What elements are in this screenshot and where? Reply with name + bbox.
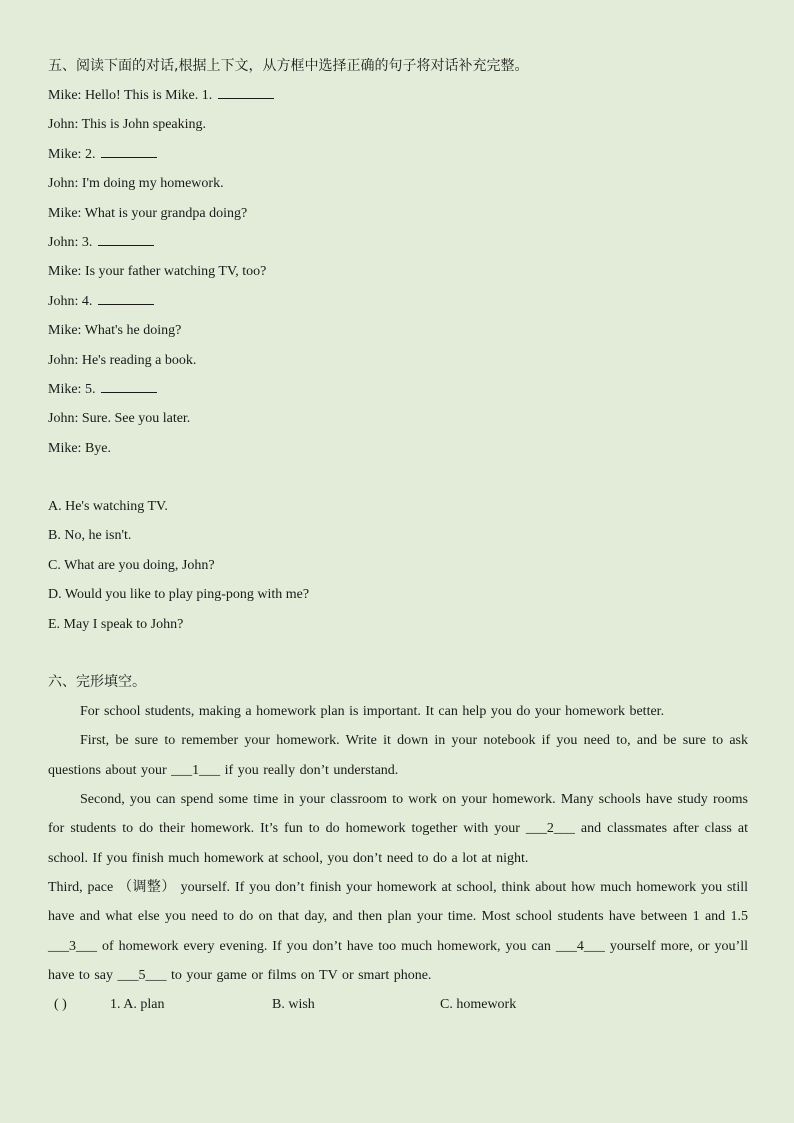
dialogue-line-7: Mike: Is your father watching TV, too? [48,264,267,280]
dialogue-line-9: Mike: What's he doing? [48,323,182,339]
dialogue-line-3: Mike: 2. [48,140,748,169]
question-1-option-a: 1. A. plan [110,997,165,1013]
dialogue-line-2: John: This is John speaking. [48,117,207,133]
section5-heading: 五、阅读下面的对话,根据上下文，从方框中选择正确的句子将对话补充完整。 [48,58,529,74]
section6-heading: 六、完形填空。 [48,674,146,691]
dialogue-line-13: Mike: Bye. [48,440,111,456]
dialogue-line-6: John: 3. [48,228,748,257]
dialogue-line-12: John: Sure. See you later. [48,411,191,427]
answer-blank-5[interactable] [101,379,157,393]
options-list [48,492,748,639]
dialogue-line-1: Mike: Hello! This is Mike. 1. [48,81,748,110]
dialogue-line-4: John: I'm doing my homework. [48,176,224,192]
dialogue-line-5: Mike: What is your grandpa doing? [48,205,248,221]
answer-blank-3[interactable] [98,232,154,246]
option-d: D. Would you like to play ping-pong with me? [48,587,310,603]
cloze-paragraph-2: First, be sure to remember your homework. Write it down in your notebook if you need to, and be sure to ask questions about your ___1___ if you really don’t understand. [48,733,748,778]
cloze-paragraph-4: Third, pace （调整） yourself. If you don’t finish your homework at school, think about how much homework you still have and what else you need to do on that day, and then plan your time. Most school students have between 1 and 1.5 ___3___ of homework every evening. If you don’t have too much homework, you can ___4___ yourself more, or you’ll have to say ___5___ to your game or films on TV or smart phone. [48,880,748,984]
dialogue-line-8: John: 4. [48,287,748,316]
question-1-row [48,990,748,1019]
answer-blank-4[interactable] [98,291,154,305]
worksheet-page [48,52,748,1019]
question-1-option-c: C. homework [440,997,517,1013]
dialogue [48,81,748,463]
dialogue-line-10: John: He's reading a book. [48,352,197,368]
option-b: B. No, he isn't. [48,528,132,544]
cloze-paragraph-1: For school students, making a homework plan is important. It can help you do your homework better. [80,704,665,720]
answer-blank-1[interactable] [218,85,274,99]
answer-blank-2[interactable] [101,144,157,158]
question-1-option-b: B. wish [272,997,315,1013]
option-a: A. He's watching TV. [48,499,168,515]
option-e: E. May I speak to John? [48,616,184,632]
option-c: C. What are you doing, John? [48,557,215,573]
cloze-paragraph-3: Second, you can spend some time in your classroom to work on your homework. Many schools have study rooms for students to do their homework. It’s fun to do homework together with your ___2___ and classmates after class at school. If you finish much homework at school, you don’t need to do a lot at night. [48,792,748,866]
dialogue-line-11: Mike: 5. [48,375,748,404]
answer-paren[interactable]: ( ) [54,997,67,1013]
